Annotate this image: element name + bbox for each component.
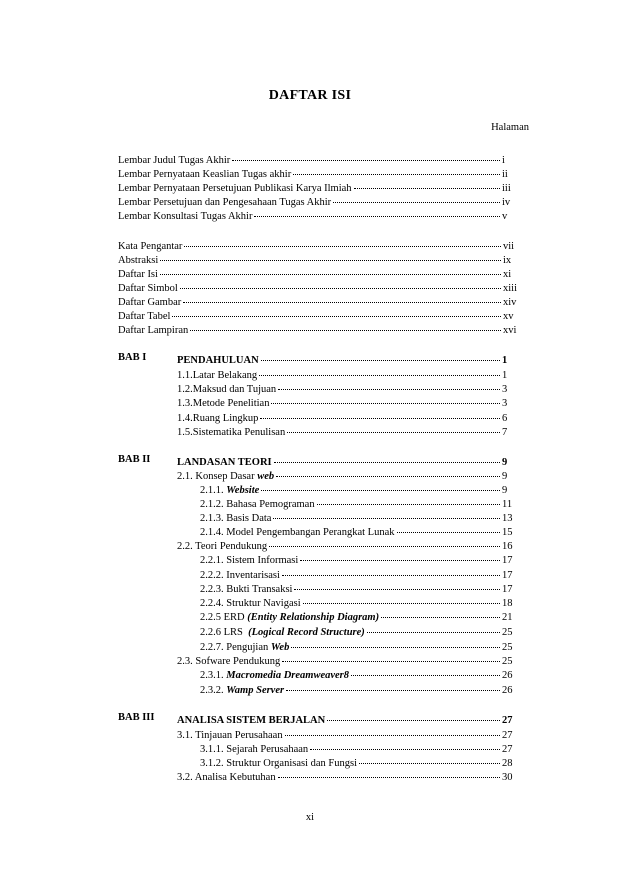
toc-entry-text: 1.5.Sistematika Penulisan [177, 427, 286, 438]
toc-entry-text: 2.1.2. Bahasa Pemograman [200, 499, 315, 510]
chapter-entry [177, 351, 516, 364]
toc-entry-text: Daftar Isi [118, 269, 158, 280]
toc-entry-page: 16 [502, 541, 513, 552]
toc-text-emphasis: (Logical Record Structure) [248, 627, 365, 638]
toc-entry [200, 623, 516, 636]
toc-entry [177, 394, 516, 407]
toc-entry-page: 15 [502, 527, 513, 538]
leader-dots [261, 479, 500, 491]
leader-dots [160, 249, 501, 261]
toc-entry-text: 2.2.3. Bukti Transaksi [200, 584, 293, 595]
toc-text-part: 2.2.7. Pengujian [200, 642, 271, 653]
leader-dots [286, 679, 500, 691]
leader-dots [285, 724, 500, 736]
leader-dots [287, 421, 500, 433]
toc-entry-page: 9 [502, 471, 508, 482]
toc-entry-page: v [502, 211, 508, 222]
leader-dots [300, 549, 500, 561]
leader-dots [278, 766, 500, 778]
toc-entry-text: 2.1.4. Model Pengembangan Perangkat Lunak [200, 527, 395, 538]
toc-entry-text: Daftar Simbol [118, 283, 178, 294]
toc-entry-text: 3.1. Tinjauan Perusahaan [177, 730, 283, 741]
toc-entry-text: Daftar Lampiran [118, 325, 189, 336]
leader-dots [274, 451, 500, 463]
toc-entry-text: Lembar Konsultasi Tugas Akhir [118, 211, 253, 222]
toc-entry [177, 423, 516, 436]
toc-entry-page: 25 [502, 656, 513, 667]
toc-entry-text: Lembar Persetujuan dan Pengesahaan Tugas Akhir [118, 197, 332, 208]
toc-text-emphasis: Wamp Server [226, 685, 285, 696]
chapter-label: BAB III [118, 712, 155, 723]
toc-entry [118, 207, 516, 220]
toc-text-part: 2.3.2. [200, 685, 227, 696]
toc-entry-text: 1.2.Maksud dan Tujuan [177, 384, 277, 395]
toc-entry-text: 2.3. Sofware Pendukung [177, 656, 281, 667]
leader-dots [183, 291, 501, 303]
leader-dots [293, 163, 500, 175]
toc-entry-text: 2.1.3. Basis Data [200, 513, 272, 524]
leader-dots [282, 650, 500, 662]
toc-entry-page: 21 [502, 612, 513, 623]
toc-entry-page: 7 [502, 427, 508, 438]
toc-entry-text: Kata Pengantar [118, 241, 183, 252]
toc-entry-page: 18 [502, 598, 513, 609]
toc-entry-page: 26 [502, 685, 513, 696]
toc-entry-text: Lembar Pernyataan Keaslian Tugas akhir [118, 169, 292, 180]
leader-dots [273, 507, 500, 519]
toc-entry-page: i [502, 155, 505, 166]
toc-entry-page: 1 [502, 355, 508, 366]
toc-entry-text: 1.1.Latar Belakang [177, 370, 258, 381]
leader-dots [180, 277, 501, 289]
toc-entry-text: Lembar Pernyataan Persetujuan Publikasi Karya Ilmiah [118, 183, 352, 194]
leader-dots [381, 606, 500, 618]
toc-entry [177, 768, 516, 781]
leader-dots [294, 578, 500, 590]
toc-entry-page: iii [502, 183, 511, 194]
toc-text-emphasis: Website [226, 485, 260, 496]
leader-dots [190, 319, 501, 331]
toc-entry [200, 551, 516, 564]
toc-entry-page: 17 [502, 584, 513, 595]
chapter-title: PENDAHULUAN [177, 355, 259, 366]
halaman-label: Halaman [491, 122, 529, 133]
leader-dots [259, 364, 500, 376]
toc-entry-page: 28 [502, 758, 513, 769]
toc-entry-page: 25 [502, 627, 513, 638]
leader-dots [367, 621, 500, 633]
toc-entry-page: xiv [503, 297, 517, 308]
toc-entry-page: 27 [502, 744, 513, 755]
leader-dots [351, 664, 500, 676]
toc-entry-page: 9 [502, 457, 508, 468]
leader-dots [261, 349, 500, 361]
toc-entry-text: Lembar Judul Tugas Akhir [118, 155, 231, 166]
toc-entry-page: 1 [502, 370, 508, 381]
toc-entry-page: 25 [502, 642, 513, 653]
leader-dots [232, 149, 500, 161]
leader-dots [359, 752, 500, 764]
chapter-title: LANDASAN TEORI [177, 457, 272, 468]
toc-entry-text: Abstraksi [118, 255, 159, 266]
chapter-label: BAB I [118, 352, 147, 363]
toc-text-emphasis: (Entity Relationship Diagram) [247, 612, 380, 623]
page-title: DAFTAR ISI [268, 88, 352, 103]
chapter-entry [177, 711, 516, 724]
chapter-label: BAB II [118, 454, 151, 465]
toc-entry-page: 17 [502, 555, 513, 566]
toc-entry-page: ii [502, 169, 508, 180]
toc-entry-text [200, 684, 284, 697]
toc-entry-page: 17 [502, 570, 513, 581]
toc-text-emphasis: Macromedia Dreamweaver8 [226, 670, 350, 681]
toc-text-part: 2.3.1. [200, 670, 227, 681]
toc-entry-page: 6 [502, 413, 508, 424]
leader-dots [160, 263, 501, 275]
toc-entry-page: xv [503, 311, 514, 322]
toc-text-part: 2.2.5 ERD [200, 612, 248, 623]
toc-text-part: 2.1.1. [200, 485, 227, 496]
toc-entry-text: 1.3.Metode Penelitian [177, 398, 270, 409]
leader-dots [397, 521, 501, 533]
toc-entry-page: 27 [502, 730, 513, 741]
leader-dots [254, 205, 500, 217]
toc-entry-page: xvi [503, 325, 517, 336]
toc-entry-page: xiii [502, 283, 517, 294]
toc-entry [118, 321, 517, 334]
toc-text-part: 2.1. Konsep Dasar [177, 471, 258, 482]
leader-dots [260, 407, 500, 419]
toc-entry-text: Daftar Tabel [118, 311, 171, 322]
toc-entry-page: 26 [502, 670, 513, 681]
toc-entry-page: 3 [502, 398, 508, 409]
leader-dots [310, 738, 500, 750]
chapter-title: ANALISA SISTEM BERJALAN [177, 715, 326, 726]
toc-text-emphasis: Web [270, 642, 290, 653]
leader-dots [327, 709, 500, 721]
toc-entry-page: xi [503, 269, 512, 280]
leader-dots [317, 493, 500, 505]
toc-entry-text: 1.4.Ruang Lingkup [177, 413, 259, 424]
toc-entry-page: 27 [502, 715, 513, 726]
toc-entry-page: iv [502, 197, 511, 208]
toc-entry-page: 13 [502, 513, 513, 524]
toc-entry-text: 2.2.1. Sistem Informasi [200, 555, 299, 566]
leader-dots [276, 465, 500, 477]
toc-text-part: 2.2.6 LRS [200, 627, 249, 638]
toc-entry-page: 9 [502, 485, 508, 496]
toc-entry-text: 3.1.2. Struktur Organisasi dan Fungsi [200, 758, 358, 769]
leader-dots [278, 378, 500, 390]
toc-entry-text: Daftar Gambar [118, 297, 182, 308]
leader-dots [271, 392, 500, 404]
toc-entry [200, 681, 516, 694]
toc-text-emphasis: web [257, 471, 275, 482]
leader-dots [354, 177, 500, 189]
leader-dots [291, 636, 500, 648]
leader-dots [184, 235, 501, 247]
leader-dots [282, 564, 500, 576]
toc-entry-page: ix [503, 255, 512, 266]
toc-entry-text: 2.2. Teori Pendukung [177, 541, 268, 552]
toc-entry-text: 2.2.2. Inventarisasi [200, 570, 280, 581]
toc-entry-page: 3 [502, 384, 508, 395]
leader-dots [303, 592, 500, 604]
toc-entry-page: 30 [502, 772, 513, 783]
leader-dots [333, 191, 500, 203]
toc-entry [200, 608, 516, 621]
toc-entry-page: 11 [502, 499, 513, 510]
page-number-footer: xi [305, 812, 315, 823]
leader-dots [172, 305, 501, 317]
leader-dots [269, 535, 500, 547]
toc-entry-text: 3.1.1. Sejarah Perusahaan [200, 744, 309, 755]
toc-entry-page: vii [503, 241, 515, 252]
toc-entry-text: 3.2. Analisa Kebutuhan [177, 772, 276, 783]
toc-entry [200, 666, 516, 679]
toc-entry-text: 2.2.4. Struktur Navigasi [200, 598, 301, 609]
